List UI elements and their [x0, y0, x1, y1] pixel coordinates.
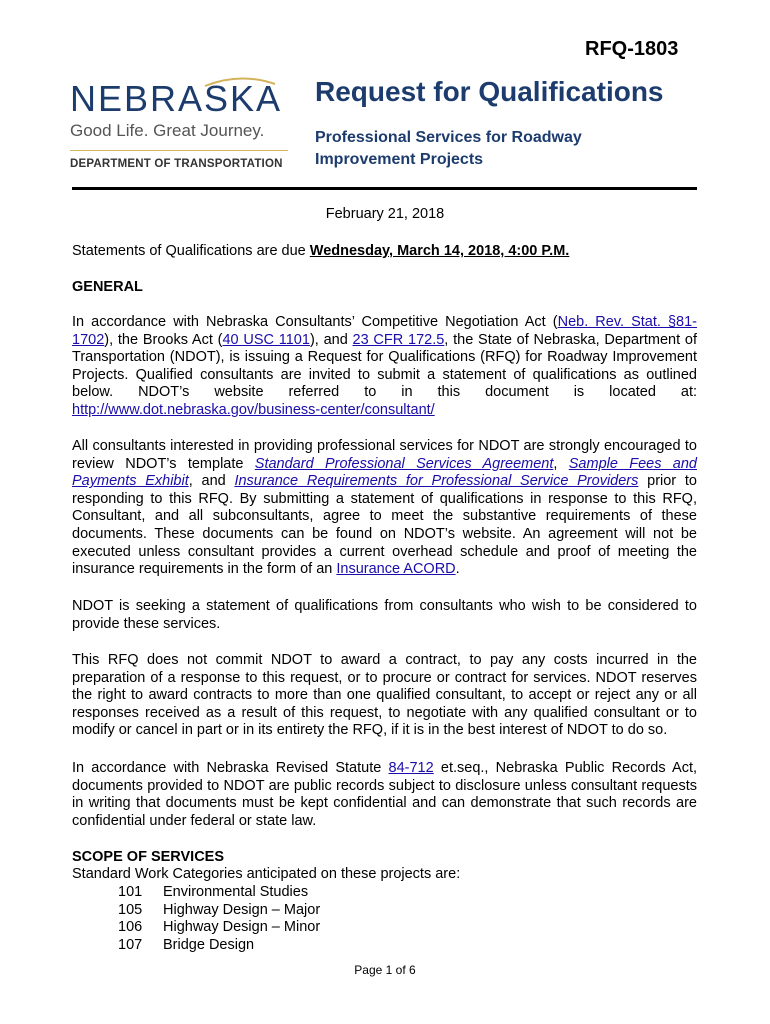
general-paragraph-4: This RFQ does not commit NDOT to award a contract, to pay any costs incurred in the preparation of a response to this request, or to procure or contract for services. NDOT reserves the right to award contracts to more than one qualified consultant, to accept or reject any or all responses received as a result of this request, to negotiate with any qualified consultant or to modify or cancel in part or in its entirety the RFQ, if it is in the best interest of NDOT to do so. [72, 652, 697, 739]
scope-intro: Standard Work Categories anticipated on these projects are: [72, 866, 461, 882]
general-paragraph-3: NDOT is seeking a statement of qualifications from consultants who wish to be considered to provide these services. [72, 598, 697, 632]
general-paragraph-5 [72, 760, 697, 830]
p2-text-1: All consultants interested in providing professional services for NDOT are strongly encouraged to review NDOT’s template [72, 438, 697, 472]
due-statement [72, 243, 697, 261]
link-84-712[interactable]: 84-712 [388, 760, 434, 776]
p5-text-2: et.seq., Nebraska Public Records Act, documents provided to NDOT are public records subject to disclosure unless consultant requests in writing that documents must be kept confidential and can demonstrate that such records are confidential under federal or state law. [72, 760, 698, 829]
due-deadline: Wednesday, March 14, 2018, 4:00 P.M. [309, 243, 570, 259]
section-heading-general: GENERAL [72, 279, 143, 295]
link-sample-fees[interactable]: Sample Fees and Payments Exhibit [72, 455, 697, 490]
p2-text-5: . [455, 561, 460, 578]
p1-text-3: ), and [309, 331, 353, 348]
link-standard-agreement[interactable]: Standard Professional Services Agreement [254, 455, 554, 472]
link-insurance-requirements[interactable]: Insurance Requirements for Professional Service Providers [234, 473, 639, 490]
header-rule [72, 187, 697, 190]
issue-date: February 21, 2018 [325, 206, 445, 222]
rfq-number: RFQ-1803 [585, 38, 679, 60]
logo-tagline: Good Life. Great Journey. [70, 121, 265, 140]
section-heading-scope: SCOPE OF SERVICES [72, 849, 225, 865]
list-item: 107 Bridge Design [118, 936, 255, 953]
page-subtitle: Professional Services for Roadway Improvement Projects [315, 129, 582, 168]
due-prefix: Statements of Qualifications are due [72, 243, 310, 259]
p2-text-4: prior to responding to this RFQ. By submitting a statement of qualifications in response to this RFQ, Consultant, and all subconsultants, agree to meet the substantive requirements of these documents. These documents can be found on NDOT’s website. An agreement will not be executed unless consultant provides a current overhead schedule and proof of meeting the insurance requirements in the form of an [72, 473, 697, 578]
list-item: 105 Highway Design – Major [118, 901, 321, 918]
link-consultant-website[interactable]: http://www.dot.nebraska.gov/business-center/consultant/ [72, 401, 435, 418]
link-23-cfr-172-5[interactable]: 23 CFR 172.5 [352, 331, 445, 348]
general-paragraph-1 [72, 314, 697, 420]
general-paragraph-2 [72, 438, 697, 579]
p5-text-1: In accordance with Nebraska Revised Statute [72, 760, 389, 776]
logo-department: DEPARTMENT OF TRANSPORTATION [70, 158, 283, 170]
p2-text-2: , [553, 455, 569, 472]
work-category-list [118, 884, 320, 954]
p1-text-2: ), the Brooks Act ( [104, 331, 223, 348]
logo-divider [70, 150, 288, 151]
p1-text-1: In accordance with Nebraska Consultants’ Competitive Negotiation Act ( [72, 314, 558, 330]
logo-wordmark: NEBRASKA [70, 78, 283, 119]
page-footer: Page 1 of 6 [354, 963, 416, 977]
list-item: 101 Environmental Studies [118, 884, 309, 900]
link-neb-rev-stat[interactable]: Neb. Rev. Stat. §81-1702 [72, 314, 698, 348]
p1-text-4: , the State of Nebraska, Department of Transportation (NDOT), is issuing a Request for Qualifications (RFQ) for Roadway Improvement Projects. Qualified consultants are invited to submit a statement of qualifications as outlined below. NDOT’s website referred to in this document is located at: [72, 331, 697, 401]
p2-text-3: , and [188, 473, 235, 490]
list-item: 106 Highway Design – Minor [118, 919, 321, 936]
link-40-usc-1101[interactable]: 40 USC 1101 [222, 331, 310, 348]
link-insurance-acord[interactable]: Insurance ACORD [336, 561, 456, 578]
page-title: Request for Qualifications [315, 76, 664, 107]
